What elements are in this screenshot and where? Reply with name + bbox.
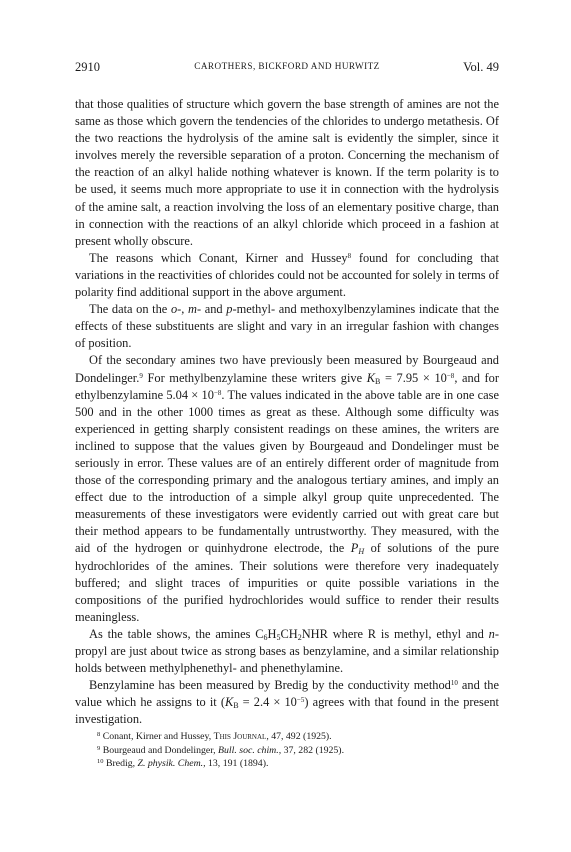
footnote-mark: 9 bbox=[97, 744, 101, 752]
paragraph-text: that those qualities of structure which govern the base strength of amines are not the same as those which govern the tendencies of the chlorides to undergo metathesis. Of the two reactions the hydrolysis of the amine salt is evidently the simpler, since it involves merely the reversible separation of a proton. Concerning the mechanism of the reaction of an alkyl halide nothing whatever is known. If the term polarity is to be used, it seems much more appropriate to use it in connection with the hydrolysis of the amine salt, a reaction involving the loss of an elementary positive charge, than in connection with the reactions of an alkyl chloride which proceed in a fashion at present wholly obscure. bbox=[75, 97, 499, 248]
exponent: −5 bbox=[296, 696, 305, 705]
paragraph-4 bbox=[75, 352, 499, 626]
page-number: 2910 bbox=[75, 60, 100, 74]
footnote-text: Bourgeaud and Dondelinger, bbox=[100, 744, 219, 756]
normal-prefix: n bbox=[488, 626, 495, 641]
kb-subscript: B bbox=[233, 701, 239, 711]
footnotes bbox=[75, 730, 499, 771]
paragraph-text: As the table shows, the amines C bbox=[89, 626, 264, 641]
journal-name: Z. physik. Chem., bbox=[137, 758, 206, 770]
paragraph-text: H bbox=[267, 626, 277, 641]
ph-symbol-h: H bbox=[358, 547, 365, 557]
paragraph-6 bbox=[75, 677, 499, 728]
paragraph-text: . The values indicated in the above table are in one case 500 and in the other 1000 times as great as these. Although some difficulty was experienced in getting sharply consistent readings on these amines, the writers are inclined to suppose that the values given by Bourgeaud and Dondelinger must be seriously in error. These values are of an entirely different order of magnitude from those of the corresponding primary and the analogous tertiary amines, and imply an effect due to the introduction of a simple alkyl group quite unprecedented. The measurements of these investigators were evidently carried out with great care but their method appears to be fundamentally untrustworthy. They measured, with the aid of the hydrogen or quinhydrone electrode, the bbox=[75, 387, 499, 556]
formula-subscript: 6 bbox=[263, 632, 268, 642]
paragraph-text: For methylbenzylamine these writers give bbox=[142, 370, 367, 385]
paragraph-text: -methyl- and methoxylbenzylamines indicate that the effects of these substituents are slight and vary in an irregular fashion with changes of position. bbox=[75, 302, 500, 351]
footnote-text: 47, 492 (1925). bbox=[268, 731, 332, 743]
running-head-authors: CAROTHERS, BICKFORD AND HURWITZ bbox=[194, 61, 380, 71]
footnote-mark: 8 bbox=[97, 731, 101, 739]
running-head bbox=[75, 60, 499, 78]
paragraph-text: = 7.95 × 10 bbox=[380, 370, 447, 385]
paragraph-text: of solutions of the pure hydrochlorides of the amines. Their solutions were therefore very inadequately buffered; and slight traces of impurities or quite possible variations in the compositions of the purified hydrochlorides would suffice to render their results meaningless. bbox=[75, 541, 499, 624]
paragraph-text: -propyl are just about twice as strong bases as benzylamine, and a similar relationship holds between methylphenethyl- and phenethylamine. bbox=[75, 626, 499, 676]
exponent: −8 bbox=[213, 388, 222, 397]
paragraph-5 bbox=[75, 626, 499, 677]
footnote bbox=[75, 744, 499, 758]
paragraph-text: and the value which he assigns to it ( bbox=[75, 678, 499, 710]
page bbox=[75, 60, 499, 771]
paragraph-text: Benzylamine has been measured by Bredig by the conductivity method bbox=[89, 678, 451, 693]
paragraph-text: -, bbox=[177, 302, 189, 317]
paragraph-text: Of the secondary amines two have previously been measured by Bourgeaud and Dondelinger. bbox=[75, 353, 499, 385]
paragraph-3 bbox=[75, 301, 499, 352]
paragraph-2 bbox=[75, 250, 499, 301]
kb-symbol: K bbox=[366, 370, 375, 385]
footnote-text: 13, 191 (1894). bbox=[205, 758, 269, 770]
paragraph-text: , and for ethylbenzylamine 5.04 × 10 bbox=[75, 370, 499, 402]
footnote-text: Conant, Kirner and Hussey, bbox=[100, 731, 214, 743]
paragraph-text: - and bbox=[196, 302, 227, 317]
paragraph-text: The reasons which Conant, Kirner and Hussey bbox=[89, 250, 348, 265]
footnote-text: 37, 282 (1925). bbox=[281, 744, 345, 756]
para-prefix: p bbox=[226, 302, 233, 317]
footnote-reference: 8 bbox=[347, 251, 352, 260]
paragraph-text: CH bbox=[280, 626, 298, 641]
meta-prefix: m bbox=[188, 302, 197, 317]
ph-symbol-p: P bbox=[350, 541, 359, 556]
footnote-text: Bredig, bbox=[103, 758, 138, 770]
paragraph-text: NHR where R is methyl, ethyl and bbox=[301, 626, 489, 641]
volume-number: Vol. 49 bbox=[463, 60, 499, 74]
ortho-prefix: o bbox=[170, 302, 178, 317]
paragraph-text: found for concluding that variations in the reactivities of chlorides could not be accounted for solely in terms of polarity find additional support in the above argument. bbox=[75, 250, 499, 300]
journal-name: Bull. soc. chim., bbox=[218, 744, 282, 756]
kb-symbol: K bbox=[224, 695, 234, 710]
paragraph-1 bbox=[75, 96, 499, 250]
paragraph-text: ) agrees with that found in the present investigation. bbox=[75, 695, 499, 727]
exponent: −8 bbox=[446, 371, 455, 380]
footnote-mark: 10 bbox=[97, 758, 104, 766]
kb-subscript: B bbox=[374, 376, 381, 386]
footnote bbox=[75, 730, 499, 744]
paragraph-text: = 2.4 × 10 bbox=[238, 695, 297, 710]
journal-name: This Journal, bbox=[213, 731, 269, 743]
formula-subscript: 5 bbox=[276, 632, 281, 642]
paragraph-text: The data on the bbox=[89, 302, 171, 317]
footnote bbox=[75, 757, 499, 771]
formula-subscript: 2 bbox=[297, 632, 302, 642]
footnote-reference: 10 bbox=[450, 679, 458, 688]
footnote-reference: 9 bbox=[139, 371, 143, 380]
body-text bbox=[75, 96, 499, 728]
